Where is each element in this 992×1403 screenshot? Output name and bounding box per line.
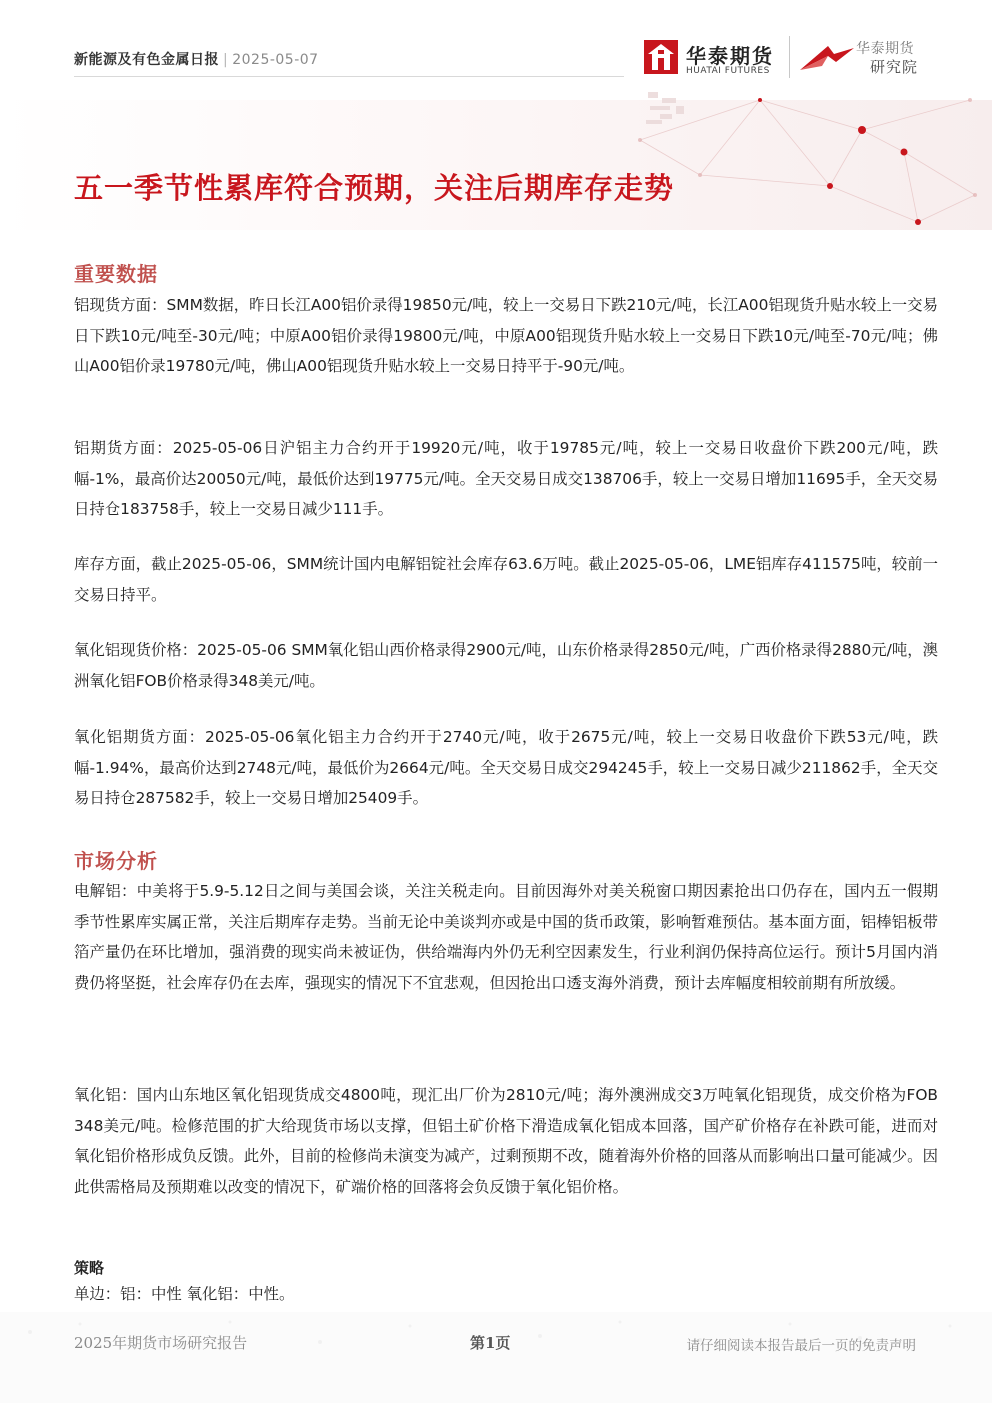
- report-name: [74, 49, 319, 69]
- logo-english-name: HUATAI FUTURES: [686, 66, 770, 76]
- strategy-text: 单边：铝：中性 氧化铝：中性。: [74, 1285, 295, 1303]
- logo-chinese-name: 华泰期货: [686, 44, 774, 68]
- institute-name-line2: 研究院: [870, 58, 919, 76]
- huatai-futures-logo: [644, 40, 784, 80]
- header-separator: |: [223, 52, 229, 68]
- paragraph-aluminum-spot: 铝现货方面：SMM数据，昨日长江A00铝价录得19850元/吨，较上一交易日下跌210元/吨，长江A00铝现货升贴水较上一交易日下跌10元/吨至-30元/吨；中原A00铝价录得19800元/吨，中原A00铝现货升贴水较上一交易日下跌10元/吨至-70元/吨；佛山A00铝价录19780元/吨，佛山A00铝现货升贴水较上一交易日持平于-90元/吨。: [74, 296, 938, 375]
- paragraph-aluminum-futures: 铝期货方面：2025-05-06日沪铝主力合约开于19920元/吨，收于19785元/吨，较上一交易日收盘价下跌200元/吨，跌幅-1%，最高价达20050元/吨，最低价达到19775元/吨。全天交易日成交138706手，较上一交易日增加11695手，全天交易日持仓183758手，较上一交易日减少111手。: [74, 439, 938, 518]
- paragraph-alumina-futures: 氧化铝期货方面：2025-05-06氧化铝主力合约开于2740元/吨，收于2675元/吨，较上一交易日收盘价下跌53元/吨，跌幅-1.94%，最高价达到2748元/吨，最低价为2664元/吨。全天交易日成交294245手，较上一交易日减少211862手，全天交易日持仓287582手，较上一交易日增加25409手。: [74, 728, 938, 807]
- paragraph-alumina-analysis: 氧化铝：国内山东地区氧化铝现货成交4800吨，现汇出厂价为2810元/吨；海外澳洲成交3万吨氧化铝现货，成交价格为FOB 348美元/吨。检修范围的扩大给现货市场以支撑，但铝土矿价格下滑造成氧化铝成本回落，国产矿价格存在补跌可能，进而对氧化铝价格形成负反馈。此外，目前的检修尚未演变为减产，过剩预期不改，随着海外价格的回落从而影响出口量可能减少。因此供需格局及预期难以改变的情况下，矿端价格的回落将会负反馈于氧化铝价格。: [74, 1086, 938, 1196]
- paragraph-electrolytic-aluminum: 电解铝：中美将于5.9-5.12日之间与美国会谈，关注关税走向。目前因海外对美关税窗口期因素抢出口仍存在，国内五一假期季节性累库实属正常，关注后期库存走势。当前无论中美谈判亦或是中国的货币政策，影响暂难预估。基本面方面，铝棒铝板带箔产量仍在环比增加，强消费的现实尚未被证伪，供给端海内外仍无利空因素发生，行业利润仍保持高位运行。预计5月国内消费仍将坚挺，社会库存仍在去库，强现实的情况下不宜悲观，但因抢出口透支海外消费，预计去库幅度相较前期有所放缓。: [74, 882, 938, 992]
- footer-report-series: 2025年期货市场研究报告: [74, 1334, 248, 1352]
- huatai-logo-icon: [644, 40, 678, 74]
- footer-background-pattern: [0, 1312, 992, 1403]
- footer-disclaimer-note: 请仔细阅读本报告最后一页的免责声明: [686, 1338, 916, 1354]
- report-date: 2025-05-07: [232, 52, 319, 68]
- section-heading-key-data: 重要数据: [74, 262, 158, 286]
- paragraph-inventory: 库存方面，截止2025-05-06，SMM统计国内电解铝锭社会库存63.6万吨。截止2025-05-06，LME铝库存411575吨，较前一交易日持平。: [74, 555, 938, 604]
- section-heading-market-analysis: 市场分析: [74, 849, 158, 873]
- paragraph-alumina-spot: 氧化铝现货价格：2025-05-06 SMM氧化铝山西价格录得2900元/吨，山东价格录得2850元/吨，广西价格录得2880元/吨，澳洲氧化铝FOB价格录得348美元/吨。: [74, 641, 938, 690]
- strategy-label: 策略: [74, 1259, 105, 1277]
- footer-page-number: 第1页: [470, 1334, 511, 1352]
- page-header: [0, 0, 992, 230]
- main-title: 五一季节性累库符合预期，关注后期库存走势: [74, 171, 675, 205]
- logo-divider: [789, 36, 790, 78]
- research-institute-logo: [798, 36, 928, 80]
- report-title-text: 新能源及有色金属日报: [74, 52, 219, 68]
- header-rule: [74, 76, 624, 77]
- institute-swoosh-icon: [798, 42, 856, 72]
- page-footer: [0, 1312, 992, 1403]
- institute-name-line1: 华泰期货: [856, 41, 914, 57]
